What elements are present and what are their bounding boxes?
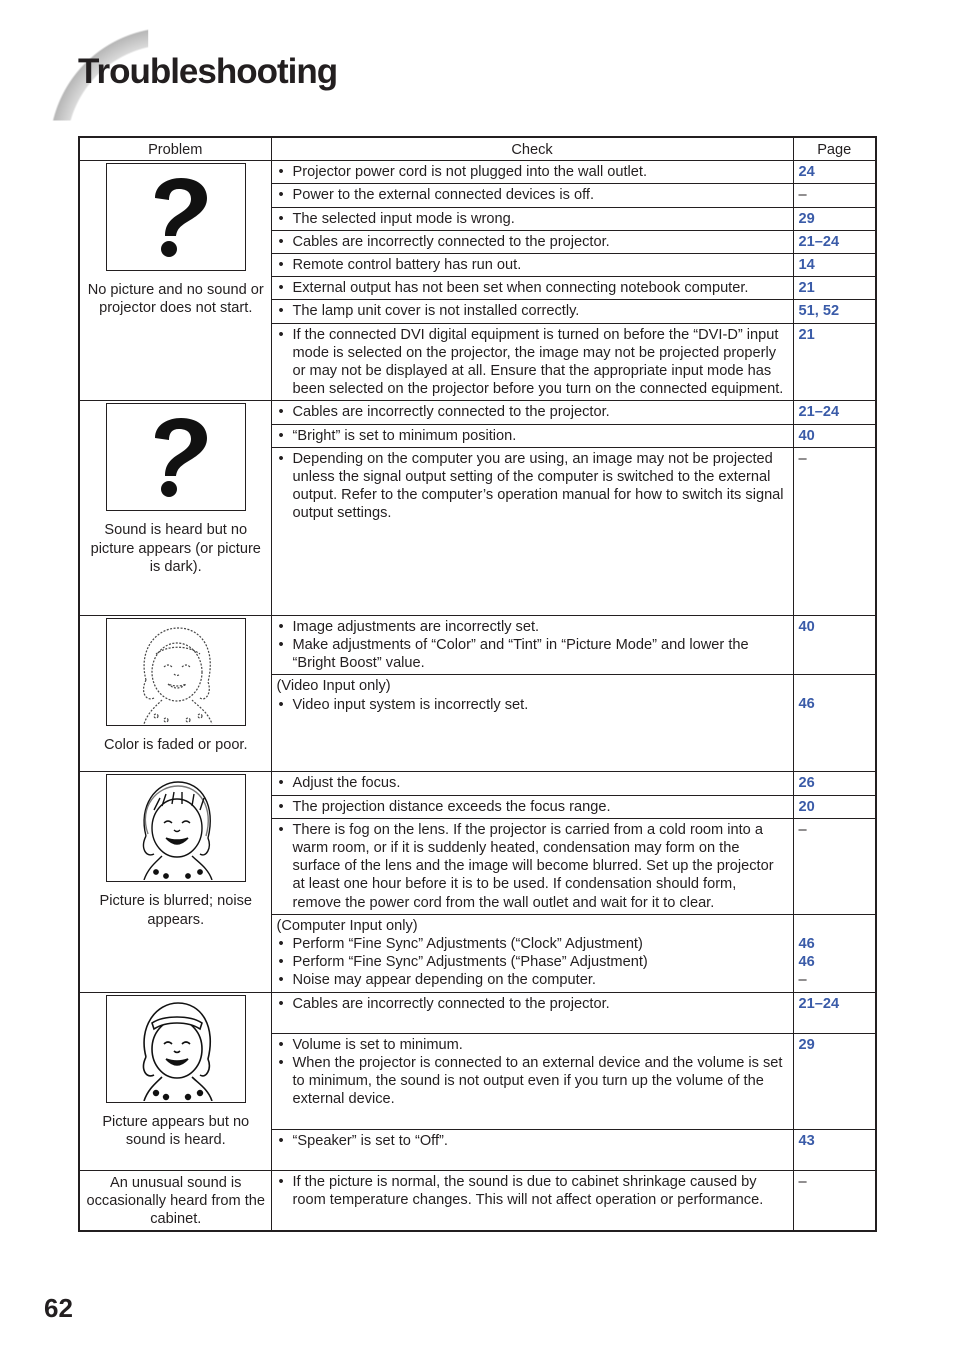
page-ref[interactable]: 51, 52 [793,300,876,323]
page-ref-value[interactable]: 46 [798,935,815,952]
check-item: • “Bright” is set to minimum position. [277,427,789,445]
problem-text: Picture appears but no sound is heard. [102,1113,250,1148]
question-mark-icon [106,163,246,271]
check-item: • The selected input mode is wrong. [277,210,789,228]
page-ref [793,818,876,914]
check-item: • Volume is set to minimum. [277,1036,789,1054]
header-page: Page [793,137,876,161]
header-problem: Problem [79,137,271,161]
page-ref[interactable] [793,675,876,772]
page-number: 62 [44,1293,73,1323]
page-ref[interactable]: 21–24 [793,230,876,253]
check-item: • Adjust the focus. [277,774,789,792]
check-item: • Perform “Fine Sync” Adjustments (“Phase” Adjustment) [277,953,789,971]
problem-text: An unusual sound is occasionally heard from the cabinet. [86,1174,265,1228]
check-cell [271,675,793,772]
page-dash: – [798,1173,807,1190]
check-cell [271,818,793,914]
check-item: • If the picture is normal, the sound is due to cabinet shrinkage caused by room temperature changes. This will not affect operation or performance. [277,1173,789,1209]
check-item: • “Speaker” is set to “Off”. [277,1132,789,1150]
check-cell [271,207,793,230]
page-ref[interactable]: 29 [793,207,876,230]
problem-text: Sound is heard but no picture appears (or picture is dark). [90,522,261,575]
check-item: • Video input system is incorrectly set. [277,696,789,714]
check-cell [271,300,793,323]
table-row [79,992,876,1033]
check-cell [271,1129,793,1170]
check-item: • The lamp unit cover is not installed correctly. [277,302,789,320]
check-item: • Cables are incorrectly connected to the projector. [277,233,789,251]
page-ref[interactable]: 21–24 [793,992,876,1033]
page-ref[interactable]: 26 [793,772,876,795]
table-row [79,401,876,424]
check-item: • If the connected DVI digital equipment is turned on before the “DVI-D” input mode is selected on the projector, the image may not be projected properly or may not be displayed at all. Ensure that the appropriate input mode has been selected on the projector before you turn on the connected equipment. [277,326,789,399]
check-cell [271,615,793,675]
page-ref[interactable]: 14 [793,254,876,277]
problem-text: No picture and no sound or projector does not start. [87,282,264,317]
check-cell [271,447,793,615]
page-dash: – [798,187,807,204]
check-item: • External output has not been set when connecting notebook computer. [277,279,789,297]
input-note: (Computer Input only) [276,917,418,934]
blurred-girl-illustration-icon [106,774,246,882]
check-cell [271,161,793,184]
problem-cell [79,1170,271,1231]
check-item: • Make adjustments of “Color” and “Tint” in “Picture Mode” and lower the “Bright Boost” value. [277,636,789,672]
check-item: • Projector power cord is not plugged into the wall outlet. [277,163,789,181]
check-cell [271,1170,793,1231]
page-title: Troubleshooting [78,52,338,91]
page-ref[interactable]: 29 [793,1033,876,1129]
check-cell [271,230,793,253]
table-row [79,161,876,184]
check-item: • Remote control battery has run out. [277,256,789,274]
page-ref[interactable]: 24 [793,161,876,184]
check-cell [271,795,793,818]
check-item: • Perform “Fine Sync” Adjustments (“Clock” Adjustment) [277,935,789,953]
check-cell [271,277,793,300]
page-ref[interactable]: 21 [793,277,876,300]
check-cell [271,772,793,795]
problem-cell [79,992,271,1170]
problem-cell [79,772,271,992]
check-item: • Power to the external connected devices is off. [277,186,789,204]
page-dash: – [798,450,807,467]
check-item: • Image adjustments are incorrectly set. [277,618,789,636]
page-dash: – [798,972,807,989]
table-header-row [79,137,876,161]
problem-cell [79,161,271,401]
faded-girl-illustration-icon [106,618,246,726]
girl-illustration-icon [106,995,246,1103]
page-ref[interactable]: 43 [793,1129,876,1170]
page-ref-value: 46 [798,696,815,713]
check-item: • Noise may appear depending on the computer. [277,971,789,989]
page-ref [793,447,876,615]
page-ref [793,184,876,207]
check-cell [271,184,793,207]
page-ref [793,1170,876,1231]
check-item: • Depending on the computer you are using, an image may not be projected unless the signal output setting of the computer is switched to the external output. Refer to the computer’s operation manual for how to switch its signal output settings. [277,450,789,523]
table-row [79,615,876,675]
troubleshooting-table [78,136,877,1232]
page-ref[interactable]: 40 [793,615,876,675]
page-ref[interactable]: 20 [793,795,876,818]
table-row [79,772,876,795]
page-ref[interactable]: 40 [793,424,876,447]
check-cell [271,401,793,424]
check-cell [271,914,793,992]
check-cell [271,323,793,401]
page-ref[interactable]: 21 [793,323,876,401]
check-item: • Cables are incorrectly connected to the projector. [277,995,789,1013]
check-item: • There is fog on the lens. If the projector is carried from a cold room into a warm room, or if it is suddenly heated, condensation may form on the surface of the lens and the image will become blurred. Set up the projector at least one hour before it is to be used. If condensation should form, remove the power cord from the wall outlet and wait for it to clear. [277,821,789,912]
table-row [79,1170,876,1231]
page-ref[interactable]: 21–24 [793,401,876,424]
check-cell [271,1033,793,1129]
question-mark-icon [106,403,246,511]
problem-text: Picture is blurred; noise appears. [99,893,252,928]
problem-text: Color is faded or poor. [103,736,248,753]
check-item: • Cables are incorrectly connected to the projector. [277,403,789,421]
check-cell [271,992,793,1033]
check-cell [271,254,793,277]
header-check: Check [271,137,793,161]
input-note: (Video Input only) [276,678,391,695]
problem-cell [79,401,271,615]
check-item: • The projection distance exceeds the focus range. [277,798,789,816]
page-ref [793,914,876,992]
problem-cell [79,615,271,772]
check-item: • When the projector is connected to an external device and the volume is set to minimum, the sound is not output even if you turn up the volume of the external device. [277,1054,789,1109]
check-cell [271,424,793,447]
page-dash: – [798,821,807,838]
page-ref-value[interactable]: 46 [798,954,815,971]
